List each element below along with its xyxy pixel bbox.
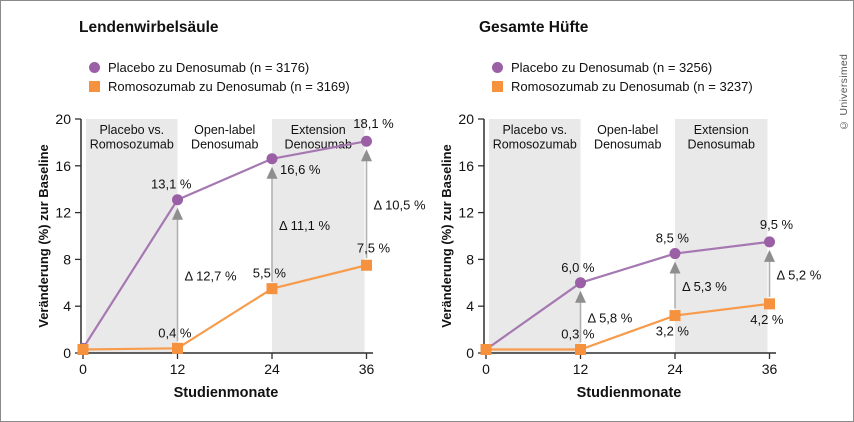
- x-tick-label: 12: [572, 361, 589, 377]
- phase-label: Denosumab: [687, 137, 755, 152]
- legend-marker-square-icon: [492, 81, 503, 92]
- x-tick-label: 36: [358, 361, 375, 377]
- phase-label: Romosozumab: [492, 137, 577, 152]
- data-point-circle: [764, 236, 775, 247]
- value-label: 8,5 %: [655, 230, 689, 246]
- value-label: 13,1 %: [151, 176, 192, 192]
- y-tick-label: 4: [63, 298, 71, 315]
- legend-item-romosozumab: [89, 79, 350, 93]
- x-tick-label: 36: [761, 361, 778, 377]
- y-tick-label: 4: [466, 298, 474, 315]
- data-point-circle: [361, 136, 372, 147]
- value-label: 4,2 %: [750, 311, 784, 327]
- data-point-square: [361, 260, 372, 271]
- data-point-square: [575, 344, 586, 355]
- phase-label: Romosozumab: [89, 137, 174, 152]
- data-point-square: [78, 344, 89, 355]
- y-tick-label: 12: [458, 204, 474, 221]
- y-tick-label: 8: [63, 251, 71, 268]
- x-tick-label: 24: [264, 361, 280, 377]
- y-tick-label: 8: [466, 251, 474, 268]
- delta-label: Δ 11,1 %: [279, 218, 331, 234]
- data-point-square: [172, 343, 183, 354]
- phase-label: Open-label: [597, 123, 659, 137]
- phase-label: Extension: [290, 123, 346, 137]
- delta-label: Δ 5,2 %: [776, 267, 822, 283]
- legend-item-placebo: [492, 60, 753, 74]
- x-tick-label: 0: [482, 361, 490, 377]
- y-tick-label: 16: [458, 157, 474, 174]
- data-point-square: [267, 283, 278, 294]
- y-axis-title: Veränderung (%) zur Baseline: [439, 144, 454, 328]
- y-tick-label: 12: [55, 204, 71, 221]
- data-point-circle: [172, 194, 183, 205]
- value-label: 9,5 %: [759, 216, 794, 232]
- legend-item-placebo: [89, 60, 350, 74]
- value-label: 0,3 %: [561, 326, 595, 342]
- data-point-square: [481, 344, 492, 355]
- data-point-square: [764, 298, 775, 309]
- chart-title-total-hip: Gesamte Hüfte: [479, 19, 589, 36]
- phase-label: Denosumab: [191, 137, 259, 152]
- value-label: 7,5 %: [356, 240, 391, 256]
- delta-label: Δ 12,7 %: [184, 268, 237, 284]
- data-point-circle: [267, 153, 278, 164]
- delta-label: Δ 10,5 %: [373, 197, 426, 213]
- phase-band: [86, 119, 178, 353]
- x-tick-label: 12: [169, 361, 186, 377]
- value-label: 0,4 %: [158, 325, 192, 341]
- legend-right: [492, 60, 753, 93]
- phase-label: Placebo vs.: [502, 123, 568, 137]
- x-axis-title: Studienmonate: [576, 385, 682, 401]
- x-tick-label: 24: [667, 361, 683, 377]
- data-point-square: [670, 310, 681, 321]
- legend-label: Placebo zu Denosumab (n = 3256): [511, 59, 713, 75]
- phase-label: Denosumab: [594, 137, 662, 152]
- x-axis-title: Studienmonate: [173, 385, 279, 401]
- legend-marker-circle-icon: [89, 62, 100, 73]
- legend-left: [89, 60, 350, 93]
- y-axis-title: Veränderung (%) zur Baseline: [36, 144, 51, 328]
- legend-label: Romosozumab zu Denosumab (n = 3169): [108, 78, 350, 94]
- data-point-circle: [670, 248, 681, 259]
- delta-label: Δ 5,8 %: [587, 310, 633, 326]
- phase-label: Placebo vs.: [99, 123, 165, 137]
- copyright-label: © Universimed: [838, 53, 850, 131]
- value-label: 5,5 %: [252, 265, 286, 281]
- value-label: 16,6 %: [280, 161, 321, 177]
- phase-label: Open-label: [194, 123, 256, 137]
- x-tick-label: 0: [79, 361, 87, 377]
- value-label: 3,2 %: [655, 323, 689, 339]
- phase-label: Extension: [693, 123, 749, 137]
- delta-label: Δ 5,3 %: [682, 279, 727, 295]
- legend-marker-circle-icon: [492, 62, 503, 73]
- legend-marker-square-icon: [89, 81, 100, 92]
- value-label: 18,1 %: [353, 116, 394, 132]
- legend-item-romosozumab: [492, 79, 753, 93]
- phase-band: [489, 119, 581, 353]
- y-tick-label: 0: [63, 345, 71, 361]
- y-tick-label: 20: [458, 111, 474, 127]
- legend-label: Romosozumab zu Denosumab (n = 3237): [511, 78, 753, 94]
- y-tick-label: 0: [466, 345, 474, 361]
- y-tick-label: 16: [55, 157, 71, 174]
- phase-label: Denosumab: [284, 137, 352, 152]
- value-label: 6,0 %: [561, 259, 595, 275]
- y-tick-label: 20: [55, 111, 71, 127]
- legend-label: Placebo zu Denosumab (n = 3176): [108, 59, 310, 75]
- data-point-circle: [575, 277, 586, 288]
- phase-band: [272, 119, 365, 353]
- chart-title-lumbar-spine: Lendenwirbelsäule: [79, 19, 219, 36]
